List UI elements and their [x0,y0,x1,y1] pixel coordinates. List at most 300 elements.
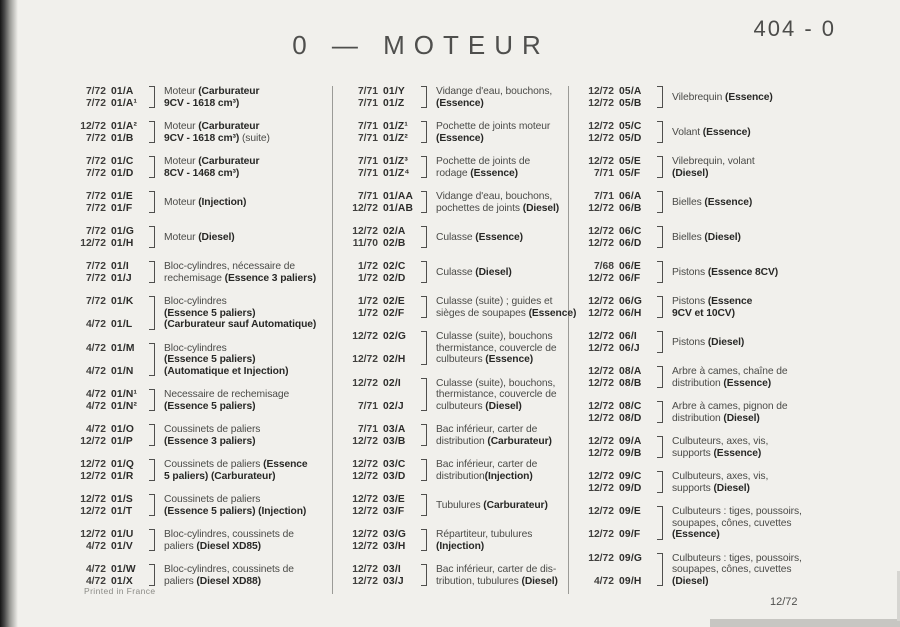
entry-date: 12/72 [352,354,378,365]
entry-description-line: Pistons (Essence [672,296,753,307]
bracket-icon [421,191,427,213]
entry-code-row [336,471,420,483]
entry-date: 12/72 [352,564,378,575]
bracket-icon [421,156,427,178]
entry-description [436,296,576,319]
bracket-icon [149,424,155,446]
entry-code-row [64,168,148,180]
entry-codes [64,424,148,447]
entry-code-row [572,273,656,285]
entry-description-line: Pistons (Diesel) [672,336,745,348]
entry-description-line: Bielles (Essence) [672,196,753,208]
entry-date: 7/71 [357,121,378,132]
entry-description [672,436,768,459]
entry-part-code: 01/H [111,237,134,249]
entry-part-code: 01/C [111,156,134,167]
catalog-entry [64,121,330,144]
column-divider [568,86,569,594]
entry-description-line: Moteur (Carburateur [164,156,260,167]
entry-codes [64,121,148,144]
entry-code-row [64,366,148,378]
entry-date: 12/72 [588,482,614,494]
entry-description-line: soupapes, cônes, cuvettes [672,517,792,529]
catalog-entry [64,226,330,249]
entry-description-line: Culasse (Essence) [436,231,524,243]
entry-date: 1/72 [357,307,378,319]
entry-part-code: 03/B [383,435,406,447]
entry-date: 4/72 [85,319,106,330]
entry-code-row [64,424,148,436]
entry-date: 12/72 [588,342,614,354]
entry-date: 7/72 [85,97,106,109]
entry-date: 12/72 [588,471,614,482]
entry-part-code: 06/G [619,296,643,307]
entry-date: 12/72 [352,529,378,540]
entry-description-line: (Diesel) [672,167,709,179]
catalog-entry [336,261,568,284]
entry-description-line: paliers (Diesel XD88) [164,575,261,587]
entry-description-line: paliers (Diesel XD85) [164,540,261,552]
entry-part-code: 01/T [111,505,133,517]
entry-code-row [64,156,148,168]
bracket-icon [149,156,155,178]
entry-part-code: 01/J [111,272,132,284]
entry-description-line: (Injection) [436,540,485,552]
entry-part-code: 01/A² [111,121,138,132]
entry-date: 7/72 [85,167,106,179]
entry-description-line: Arbre à cames, chaîne de [672,366,788,377]
printed-in-france-note: Printed in France [84,586,156,596]
entry-description-line: 9CV - 1618 cm³) (suite) [164,132,270,144]
entry-date: 12/72 [588,506,614,517]
entry-part-code: 01/K [111,296,134,307]
entry-part-code: 01/N [111,365,134,377]
catalog-column-right [572,86,872,596]
entry-part-code: 02/C [383,261,406,272]
entry-code-row [572,331,656,343]
entry-description [164,232,235,244]
bracket-icon [657,86,663,108]
entry-code-row [572,448,656,460]
entry-code-row [336,401,420,413]
entry-code-row [64,494,148,506]
entry-part-code: 01/E [111,191,133,202]
bracket-icon [421,564,427,586]
entry-description [164,424,260,447]
bracket-icon [149,226,155,248]
entry-part-code: 09/A [619,436,642,447]
entry-codes [336,121,420,144]
entry-part-code: 03/J [383,575,404,587]
entry-date: 12/72 [80,459,106,470]
entry-part-code: 06/B [619,202,642,214]
bracket-icon [149,564,155,586]
entry-code-row [64,459,148,471]
entry-description-line: Bloc-cylindres, coussinets de [164,529,294,540]
entry-description-line: distribution (Essence) [672,377,772,389]
entry-code-row [336,168,420,180]
entry-date: 12/72 [588,447,614,459]
entry-code-row [572,191,656,203]
entry-description-line: (Essence) [436,132,484,144]
entry-part-code: 06/F [619,272,641,284]
catalog-entry [336,331,568,366]
entry-part-code: 02/A [383,226,406,237]
entry-description-line: Bloc-cylindres, nécessaire de [164,261,296,272]
entry-description-line: (Carburateur sauf Automatique) [164,319,317,330]
catalog-entry [64,296,330,331]
entry-description-line: Culasse (suite), bouchons, [436,377,556,389]
entry-description [672,401,788,424]
entry-date: 12/72 [352,540,378,552]
entry-description-line: (Automatique et Injection) [164,365,289,377]
catalog-entry [572,331,872,354]
entry-description-line: Culasse (Diesel) [436,266,512,278]
entry-description-line: pochettes de joints (Diesel) [436,202,560,214]
entry-code-row [336,133,420,145]
entry-part-code: 01/S [111,494,133,505]
entry-codes [572,191,656,214]
entry-code-row [64,226,148,238]
entry-code-row [572,296,656,308]
bracket-icon [149,389,155,411]
entry-code-row [64,261,148,273]
entry-description-line: (Essence 5 paliers) (Injection) [164,505,307,517]
bracket-icon [149,296,155,330]
entry-codes [64,191,148,214]
catalog-entry [572,226,872,249]
entry-description [436,156,530,179]
bracket-icon [421,378,427,412]
entry-description-line: Necessaire de rechemisage [164,389,290,400]
entry-code-row [572,576,656,588]
entry-description-line: Bielles (Diesel) [672,231,741,243]
entry-description-line: Moteur (Carburateur [164,86,260,97]
entry-part-code: 06/I [619,331,637,342]
bracket-icon [421,121,427,143]
entry-description-line: Coussinets de paliers [164,424,261,435]
bracket-icon [421,86,427,108]
catalog-entry [336,86,568,109]
entry-code-row [64,343,148,355]
entry-description-line: Culbuteurs, axes, vis, [672,471,769,482]
entry-code-row [572,366,656,378]
catalog-entry [572,296,872,319]
entry-description-line: Tubulures (Carburateur) [436,499,548,511]
catalog-entry [336,296,577,319]
entry-description-line: (Essence) [672,529,720,540]
entry-date: 12/72 [80,494,106,505]
entry-code-row [336,424,420,436]
entry-part-code: 08/A [619,366,642,377]
bracket-icon [657,471,663,493]
entry-code-row [572,203,656,215]
entry-description [672,127,751,139]
entry-code-row [336,121,420,133]
entry-code-row [572,308,656,320]
entry-date: 4/72 [593,575,614,587]
entry-description-line: Vidange d'eau, bouchons, [436,191,553,202]
entry-part-code: 01/I [111,261,129,272]
entry-codes [64,389,148,412]
entry-date: 12/72 [352,331,378,342]
entry-codes [336,331,420,366]
entry-codes [572,226,656,249]
entry-date: 7/68 [593,261,614,272]
entry-codes [64,529,148,552]
entry-description-line: (Essence 5 paliers) [164,354,256,365]
entry-codes [336,156,420,179]
entry-part-code: 02/H [383,354,406,365]
entry-code-row [336,191,420,203]
entry-code-row [336,378,420,390]
entry-date: 4/72 [85,365,106,377]
entry-part-code: 01/F [111,202,133,214]
entry-code-row [336,156,420,168]
entry-part-code: 09/F [619,529,641,540]
bracket-icon [421,424,427,446]
entry-description [436,529,532,552]
entry-description-line: Culasse (suite) ; guides et [436,296,553,307]
page-reference-number: 404 - 0 [753,16,836,41]
entry-part-code: 09/C [619,471,642,482]
entry-part-code: 09/H [619,575,642,587]
entry-part-code: 03/F [383,505,405,517]
bracket-icon [657,156,663,178]
entry-description-line: 9CV - 1618 cm³) [164,97,240,109]
entry-part-code: 08/D [619,412,642,424]
entry-date: 4/72 [85,564,106,575]
entry-part-code: 02/B [383,237,406,249]
entry-date: 12/72 [80,529,106,540]
entry-part-code: 03/E [383,494,405,505]
entry-date: 7/71 [357,156,378,167]
entry-code-row [64,564,148,576]
entry-date: 12/72 [588,296,614,307]
scan-shadow-bottom-right [710,619,900,627]
entry-date: 12/72 [588,121,614,132]
entry-date: 12/72 [588,377,614,389]
entry-part-code: 02/D [383,272,406,284]
bracket-icon [657,401,663,423]
entry-code-row [64,541,148,553]
entry-date: 7/72 [85,226,106,237]
entry-date: 12/72 [352,377,378,389]
entry-description [164,86,259,109]
entry-description [436,500,548,512]
entry-description [672,156,755,179]
entry-description-line: rechemisage (Essence 3 paliers) [164,272,317,284]
entry-codes [572,366,656,389]
entry-part-code: 01/AB [383,202,414,214]
bracket-icon [657,191,663,213]
column-divider [332,86,333,594]
entry-date: 12/72 [588,237,614,249]
entry-code-row [336,273,420,285]
bracket-icon [421,459,427,481]
entry-part-code: 02/F [383,307,405,319]
entry-part-code: 06/C [619,226,642,237]
entry-code-row [572,413,656,425]
entry-code-row [64,529,148,541]
catalog-column-middle [336,86,577,596]
catalog-entry [572,261,872,284]
catalog-entry [572,86,872,109]
entry-part-code: 01/L [111,319,133,330]
entry-date: 12/72 [352,459,378,470]
entry-part-code: 01/Q [111,459,135,470]
entry-description-line: 9CV et 10CV) [672,307,735,319]
entry-part-code: 01/Z [383,97,405,109]
catalog-entry [64,343,330,378]
entry-description [164,261,316,284]
entry-description-line: 5 paliers) (Carburateur) [164,470,276,482]
entry-code-row [572,436,656,448]
entry-part-code: 01/Z³ [383,156,409,167]
bracket-icon [149,529,155,551]
entry-description-line: thermistance, couvercle de [436,389,557,400]
entry-code-row [572,529,656,541]
entry-date: 7/72 [85,156,106,167]
entry-codes [572,121,656,144]
entry-date: 11/70 [352,237,378,249]
entry-part-code: 05/D [619,132,642,144]
entry-date: 12/72 [588,156,614,167]
entry-date: 7/72 [85,86,106,97]
entry-description-line: Bac inférieur, carter de dis- [436,564,557,575]
entry-code-row [336,459,420,471]
entry-code-row [336,541,420,553]
entry-description-line: supports (Essence) [672,447,762,459]
entry-description-line: Moteur (Diesel) [164,231,235,243]
entry-date: 12/72 [80,470,106,482]
entry-codes [572,506,656,541]
entry-codes [572,86,656,109]
entry-description-line: Bloc-cylindres, coussinets de [164,564,294,575]
catalog-entry [572,506,872,541]
entry-codes [572,261,656,284]
entry-date: 4/72 [85,540,106,552]
bracket-icon [657,296,663,318]
entry-description [436,267,512,279]
entry-description [164,494,306,517]
entry-code-row [336,308,420,320]
entry-description-line: (Essence 5 paliers) [164,307,256,319]
entry-part-code: 06/A [619,191,642,202]
entry-code-row [64,436,148,448]
entry-description-line: Bloc-cylindres [164,342,227,354]
entry-part-code: 01/R [111,470,134,482]
bracket-icon [149,494,155,516]
catalog-entry [64,564,330,587]
entry-codes [64,459,148,482]
entry-code-row [572,343,656,355]
catalog-entry [572,436,872,459]
entry-date: 12/72 [588,436,614,447]
entry-description-line: Moteur (Injection) [164,196,247,208]
entry-description [672,366,788,389]
entry-date: 12/72 [588,307,614,319]
entry-date: 4/72 [85,575,106,587]
entry-part-code: 01/P [111,435,133,447]
entry-description-line: distribution (Carburateur) [436,435,552,447]
entry-code-row [336,296,420,308]
entry-description-line: Culbuteurs, axes, vis, [672,436,769,447]
entry-date: 12/72 [80,435,106,447]
entry-part-code: 03/G [383,529,407,540]
entry-codes [336,378,420,413]
bracket-icon [421,494,427,516]
entry-code-row [572,133,656,145]
entry-codes [336,529,420,552]
entry-codes [336,226,420,249]
entry-date: 12/72 [352,470,378,482]
entry-part-code: 01/Z⁴ [383,167,410,179]
entry-description [436,378,556,413]
entry-part-code: 05/E [619,156,641,167]
bracket-icon [149,459,155,481]
entry-description-line: Vidange d'eau, bouchons, [436,86,553,97]
bracket-icon [149,343,155,377]
entry-codes [64,86,148,109]
entry-date: 1/72 [357,296,378,307]
entry-codes [336,191,420,214]
entry-code-row [572,226,656,238]
catalog-entry [336,121,568,144]
entry-date: 12/72 [588,401,614,412]
entry-description [164,343,288,378]
entry-part-code: 01/U [111,529,134,540]
entry-code-row [572,261,656,273]
catalog-entry [336,564,568,587]
entry-codes [64,494,148,517]
entry-date: 7/71 [593,191,614,202]
entry-part-code: 06/E [619,261,641,272]
entry-code-row [64,98,148,110]
bracket-icon [421,226,427,248]
entry-part-code: 06/H [619,307,642,319]
entry-date: 4/72 [85,400,106,412]
entry-part-code: 01/V [111,540,133,552]
entry-date: 12/72 [80,505,106,517]
entry-date: 7/71 [357,191,378,202]
entry-part-code: 01/X [111,575,133,587]
catalog-entry [572,471,872,494]
entry-description-line: Culasse (suite), bouchons [436,331,553,342]
bracket-icon [149,86,155,108]
entry-description [436,232,523,244]
entry-part-code: 06/D [619,237,642,249]
entry-part-code: 02/G [383,331,407,342]
entry-code-row [64,121,148,133]
entry-part-code: 01/O [111,424,135,435]
entry-codes [572,296,656,319]
entry-code-row [336,506,420,518]
entry-description-line: Bac inférieur, carter de [436,424,538,435]
entry-codes [572,156,656,179]
entry-codes [572,436,656,459]
entry-part-code: 09/E [619,506,641,517]
entry-code-row [336,203,420,215]
entry-part-code: 01/M [111,342,135,354]
entry-code-row [572,86,656,98]
entry-date: 1/72 [357,272,378,284]
entry-description-line: Culbuteurs : tiges, poussoirs, [672,506,802,517]
entry-description-line: soupapes, cônes, cuvettes [672,564,792,575]
entry-description-line: distribution (Diesel) [672,412,760,424]
catalog-entry [336,191,568,214]
entry-date: 4/72 [85,389,106,400]
